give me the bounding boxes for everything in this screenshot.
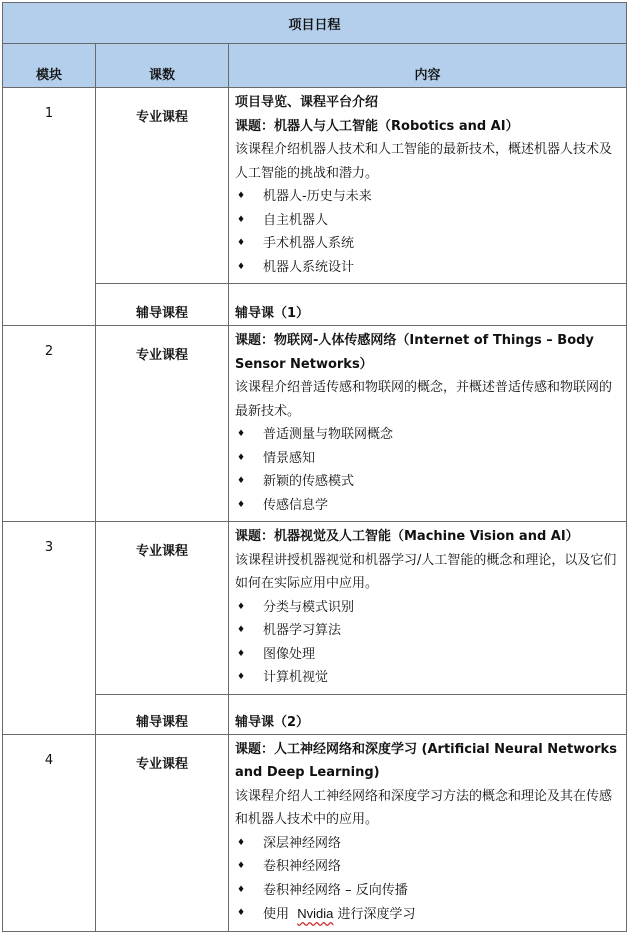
diamond-bullet-icon: ♦ bbox=[237, 672, 246, 682]
description: 该课程介绍机器人技术和人工智能的最新技术，概述机器人技术及人工智能的挑战和潜力。 bbox=[235, 142, 613, 181]
diamond-bullet-icon: ♦ bbox=[237, 837, 246, 848]
diamond-bullet-icon: ♦ bbox=[237, 648, 246, 659]
course-type: 专业课程 bbox=[96, 522, 229, 695]
list-item bbox=[235, 902, 620, 927]
topic-line: 课题：人工神经网络和深度学习 (Artificial Neural Networks and Deep Learning) bbox=[235, 741, 617, 780]
description: 该课程讲授机器视觉和机器学习/人工智能的概念和理论，以及它们如何在实际应用中应用。 bbox=[235, 552, 617, 591]
module-content bbox=[229, 326, 627, 522]
list-item: ♦ 图像处理 bbox=[235, 643, 620, 667]
topic-line: 课题：机器视觉及人工智能（Machine Vision and AI） bbox=[235, 529, 579, 544]
nvidia-text: Nvidia bbox=[297, 906, 334, 921]
list-item: ♦ 传感信息学 bbox=[235, 494, 620, 518]
module-number: 3 bbox=[3, 522, 96, 735]
module-row-3 bbox=[3, 522, 627, 695]
module-content bbox=[229, 522, 627, 695]
diamond-bullet-icon: ♦ bbox=[237, 625, 246, 635]
topic-line: 课题：物联网-人体传感网络（Internet of Things – Body Sensor Networks） bbox=[235, 333, 594, 372]
diamond-bullet-icon: ♦ bbox=[237, 261, 246, 272]
list-item: ♦ 手术机器人系统 bbox=[235, 232, 620, 256]
bullet-list bbox=[235, 423, 620, 517]
diamond-bullet-icon: ♦ bbox=[237, 884, 246, 895]
diamond-bullet-icon: ♦ bbox=[237, 908, 246, 918]
module-number: 1 bbox=[3, 88, 96, 326]
header-module: 模块 bbox=[3, 44, 96, 88]
bullet-list bbox=[235, 832, 620, 927]
list-item: ♦ 卷积神经网络 bbox=[235, 855, 620, 879]
diamond-bullet-icon: ♦ bbox=[237, 601, 246, 612]
course-type: 专业课程 bbox=[96, 326, 229, 522]
topic-line: 课题：机器人与人工智能（Robotics and AI） bbox=[235, 118, 519, 134]
module-row-4 bbox=[3, 734, 627, 931]
diamond-bullet-icon: ♦ bbox=[237, 499, 246, 510]
header-content: 内容 bbox=[229, 44, 627, 88]
list-item: ♦ 情景感知 bbox=[235, 447, 620, 471]
module-number: 2 bbox=[3, 326, 96, 522]
list-item: ♦ 机器人-历史与未来 bbox=[235, 185, 620, 209]
diamond-bullet-icon: ♦ bbox=[237, 214, 246, 225]
list-item: ♦ 计算机视觉 bbox=[235, 666, 620, 690]
header-row bbox=[3, 44, 627, 88]
module-number: 4 bbox=[3, 734, 96, 931]
bullet-prefix: 使用 bbox=[263, 907, 290, 922]
tutor-type: 辅导课程 bbox=[96, 284, 229, 326]
list-item: ♦ 卷积神经网络 – 反向传播 bbox=[235, 879, 620, 903]
bullet-suffix: 进行深度学习 bbox=[337, 907, 416, 922]
list-item: ♦ 机器学习算法 bbox=[235, 619, 620, 643]
tutor-type: 辅导课程 bbox=[96, 694, 229, 734]
table-title: 项目日程 bbox=[3, 3, 627, 44]
header-lessons: 课数 bbox=[96, 44, 229, 88]
list-item: ♦ 深层神经网络 bbox=[235, 832, 620, 856]
diamond-bullet-icon: ♦ bbox=[237, 861, 246, 871]
schedule-table bbox=[2, 2, 627, 932]
tutor-content: 辅导课（1） bbox=[229, 284, 627, 326]
tutor-row-2 bbox=[3, 694, 627, 734]
diamond-bullet-icon: ♦ bbox=[237, 191, 246, 201]
bullet-list bbox=[235, 185, 620, 279]
list-item: ♦ 新颖的传感模式 bbox=[235, 470, 620, 494]
list-item: ♦ 机器人系统设计 bbox=[235, 256, 620, 280]
module-content bbox=[229, 88, 627, 284]
module-content bbox=[229, 734, 627, 931]
description: 该课程介绍人工神经网络和深度学习方法的概念和理论及其在传感和机器人技术中的应用。 bbox=[235, 788, 613, 827]
intro-line: 项目导览、课程平台介绍 bbox=[235, 95, 379, 110]
module-row-1 bbox=[3, 88, 627, 284]
tutor-row-1 bbox=[3, 284, 627, 326]
course-type: 专业课程 bbox=[96, 88, 229, 284]
list-item: ♦ 分类与模式识别 bbox=[235, 596, 620, 620]
description: 该课程介绍普适传感和物联网的概念，并概述普适传感和物联网的最新技术。 bbox=[235, 380, 613, 419]
diamond-bullet-icon: ♦ bbox=[237, 238, 246, 248]
module-row-2 bbox=[3, 326, 627, 522]
course-type: 专业课程 bbox=[96, 734, 229, 931]
list-item: ♦ 普适测量与物联网概念 bbox=[235, 423, 620, 447]
list-item: ♦ 自主机器人 bbox=[235, 209, 620, 233]
diamond-bullet-icon: ♦ bbox=[237, 429, 246, 439]
tutor-content: 辅导课（2） bbox=[229, 694, 627, 734]
diamond-bullet-icon: ♦ bbox=[237, 476, 246, 486]
diamond-bullet-icon: ♦ bbox=[237, 452, 246, 463]
bullet-list bbox=[235, 596, 620, 690]
